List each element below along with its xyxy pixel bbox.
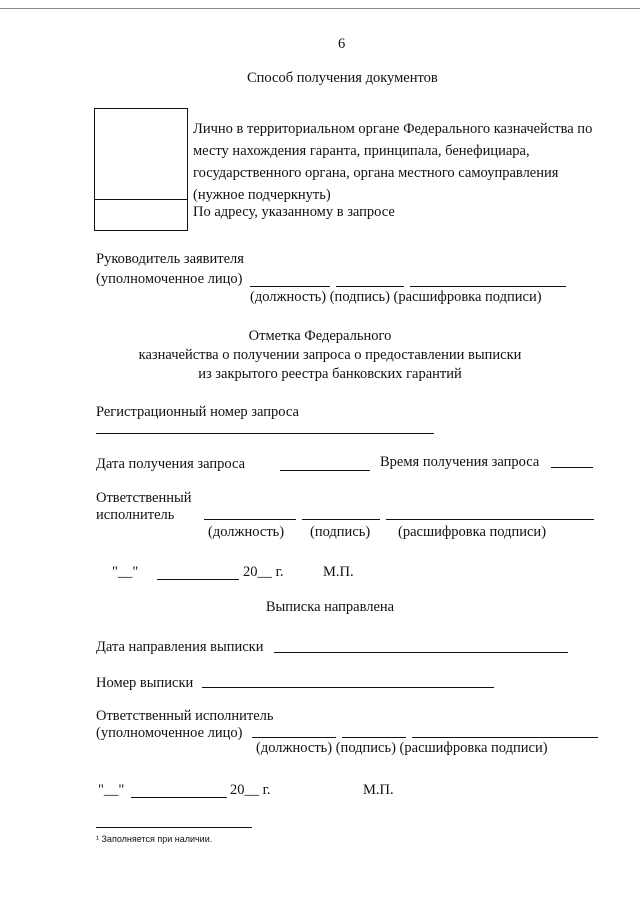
footnote-text: ¹ Заполняется при наличии. xyxy=(96,834,213,844)
receipt-time-field[interactable] xyxy=(551,467,593,468)
statement-number-label: Номер выписки xyxy=(96,675,194,691)
option-address-text: По адресу, указанному в запросе xyxy=(193,204,395,220)
option-personal-line: государственного органа, органа местного самоуправления xyxy=(193,165,559,181)
applicant-name-field[interactable] xyxy=(410,286,566,287)
executor2-name-field[interactable] xyxy=(412,737,598,738)
option-personal-line: месту нахождения гаранта, принципала, бенефициара, xyxy=(193,143,530,159)
footnote-divider xyxy=(96,827,252,828)
executor2-label-2: (уполномоченное лицо) xyxy=(96,725,243,741)
applicant-label-2: (уполномоченное лицо) xyxy=(96,271,243,287)
receipt-date-field[interactable] xyxy=(280,470,370,471)
receipt-time-label: Время получения запроса xyxy=(380,454,540,470)
checkbox-personal[interactable] xyxy=(94,108,188,200)
executor-signature-field[interactable] xyxy=(302,519,380,520)
executor2-label: Ответственный исполнитель xyxy=(96,708,274,724)
statement-number-field[interactable] xyxy=(202,687,494,688)
applicant-position-field[interactable] xyxy=(250,286,330,287)
mark-title-line: Отметка Федерального xyxy=(248,328,392,344)
delivery-title: Способ получения документов xyxy=(247,70,438,86)
executor-label: Ответственный xyxy=(96,490,192,506)
registration-number-field[interactable] xyxy=(96,433,434,434)
executor2-position-field[interactable] xyxy=(252,737,336,738)
mark-title-line: казначейства о получении запроса о предоставлении выписки xyxy=(138,347,522,363)
date-month-field[interactable] xyxy=(157,579,239,580)
executor2-caption: (должность) (подпись) (расшифровка подписи) xyxy=(256,740,548,756)
applicant-signature-field[interactable] xyxy=(336,286,404,287)
date2-day: "__" xyxy=(98,782,125,798)
option-personal-line: Лично в территориальном органе Федерального казначейства по xyxy=(193,121,593,137)
seal-mark-2: М.П. xyxy=(363,782,394,798)
executor2-signature-field[interactable] xyxy=(342,737,406,738)
top-rule xyxy=(0,8,640,9)
receipt-date-label: Дата получения запроса xyxy=(96,456,246,472)
executor-label-2: исполнитель xyxy=(96,507,175,523)
checkbox-address[interactable] xyxy=(94,199,188,231)
applicant-label: Руководитель заявителя xyxy=(96,251,244,267)
executor-caption-name: (расшифровка подписи) xyxy=(398,524,547,540)
executor-name-field[interactable] xyxy=(386,519,594,520)
date2-year: 20__ г. xyxy=(230,782,271,798)
mark-title-line: из закрытого реестра банковских гарантий xyxy=(198,366,462,382)
executor-position-field[interactable] xyxy=(204,519,296,520)
registration-label: Регистрационный номер запроса xyxy=(96,404,299,420)
executor-caption-signature: (подпись) xyxy=(310,524,371,540)
sent-title: Выписка направлена xyxy=(265,599,395,615)
option-personal-text xyxy=(193,118,592,206)
seal-mark: М.П. xyxy=(323,564,354,580)
date2-month-field[interactable] xyxy=(131,797,227,798)
page-number: 6 xyxy=(338,36,346,52)
date-day: "__" xyxy=(112,564,139,580)
applicant-caption: (должность) (подпись) (расшифровка подписи) xyxy=(250,289,542,305)
option-personal-line: (нужное подчеркнуть) xyxy=(193,187,331,203)
send-date-field[interactable] xyxy=(274,652,568,653)
date-year: 20__ г. xyxy=(243,564,284,580)
executor-caption-position: (должность) xyxy=(208,524,285,540)
send-date-label: Дата направления выписки xyxy=(96,639,264,655)
